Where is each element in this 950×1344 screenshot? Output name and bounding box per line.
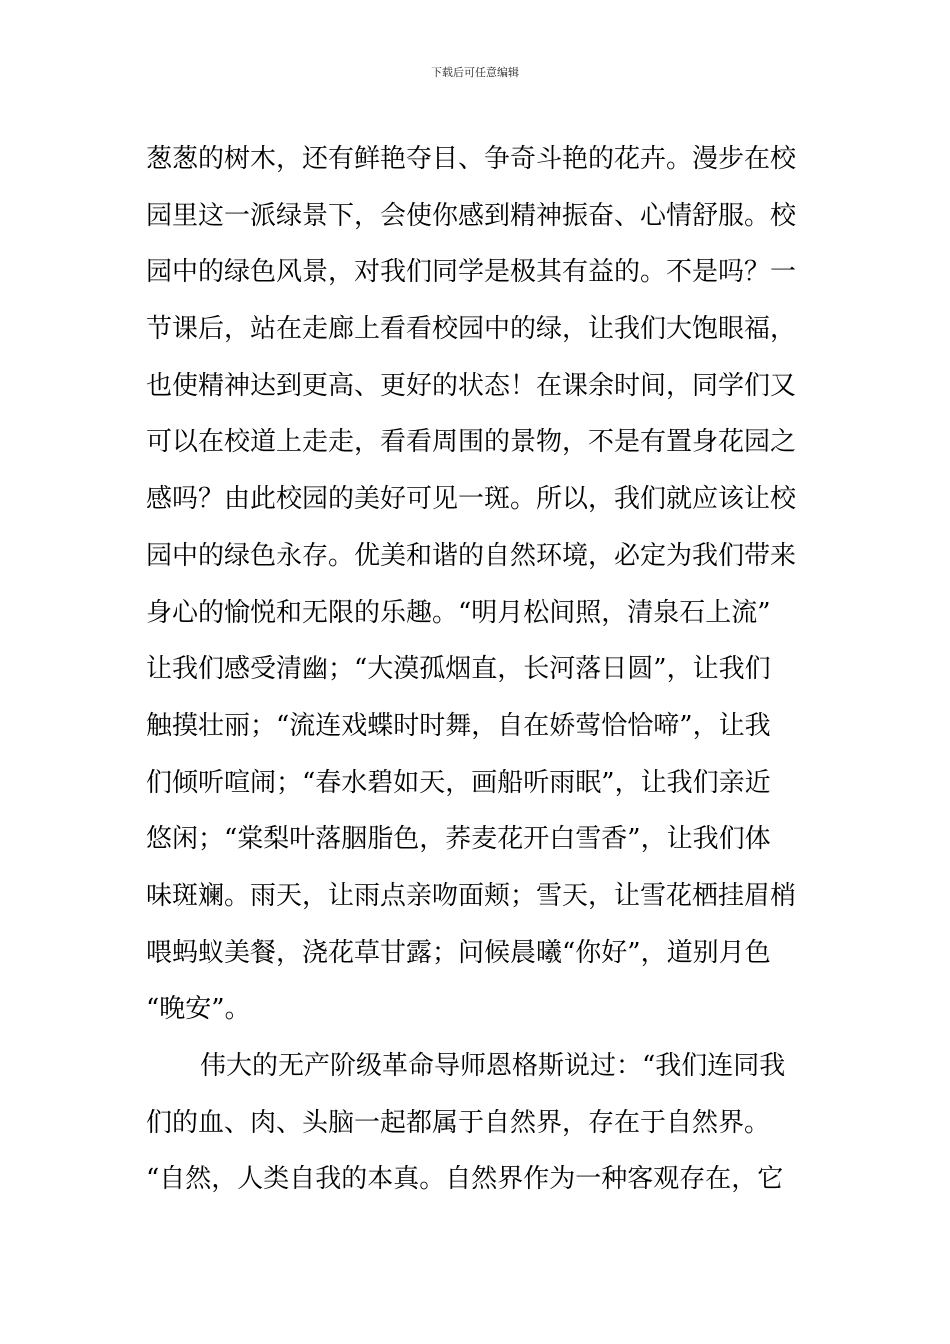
text-line: 园里这一派绿景下，会使你感到精神振奋、心情舒服。校 [146, 200, 797, 231]
text-line: 感吗？由此校园的美好可见一斑。所以，我们就应该让校 [146, 484, 797, 515]
text-line: 悠闲；“棠梨叶落胭脂色，荞麦花开白雪香”，让我们体 [146, 824, 771, 855]
text-line: 葱葱的树木，还有鲜艳夺目、争奇斗艳的花卉。漫步在校 [146, 144, 797, 174]
text-line: 们倾听喧闹；“春水碧如天，画船听雨眠”，让我们亲近 [146, 767, 771, 798]
text-line: 可以在校道上走走，看看周围的景物，不是有置身花园之 [146, 427, 797, 458]
text-line: 身心的愉悦和无限的乐趣。“明月松间照，清泉石上流” [146, 597, 771, 628]
text-line: 触摸壮丽；“流连戏蝶时时舞，自在娇莺恰恰啼”，让我 [146, 710, 771, 741]
text-line: 园中的绿色风景，对我们同学是极其有益的。不是吗？一 [146, 257, 797, 288]
text-line: 味斑斓。雨天，让雨点亲吻面颊；雪天，让雪花栖挂眉梢 [146, 880, 797, 911]
text-line: 也使精神达到更高、更好的状态！在课余时间，同学们又 [146, 370, 797, 401]
text-line: 园中的绿色永存。优美和谐的自然环境，必定为我们带来 [146, 540, 797, 571]
text-line: 让我们感受清幽；“大漠孤烟直，长河落日圆”，让我们 [146, 654, 771, 685]
text-line: 节课后，站在走廊上看看校园中的绿，让我们大饱眼福， [146, 314, 797, 345]
page-header: 下载后可任意编辑 [431, 66, 519, 79]
paragraph-first-line: 伟大的无产阶级革命导师恩格斯说过：“我们连同我 [200, 1051, 786, 1081]
text-line: “晚安”。 [146, 994, 251, 1025]
text-line: “自然，人类自我的本真。自然界作为一种客观存在，它 [146, 1164, 784, 1195]
text-line: 喂蚂蚁美餐，浇花草甘露；问候晨曦“你好”，道别月色 [146, 937, 771, 968]
text-line: 们的血、肉、头脑一起都属于自然界，存在于自然界。 [146, 1107, 771, 1138]
document-body [146, 131, 816, 1208]
